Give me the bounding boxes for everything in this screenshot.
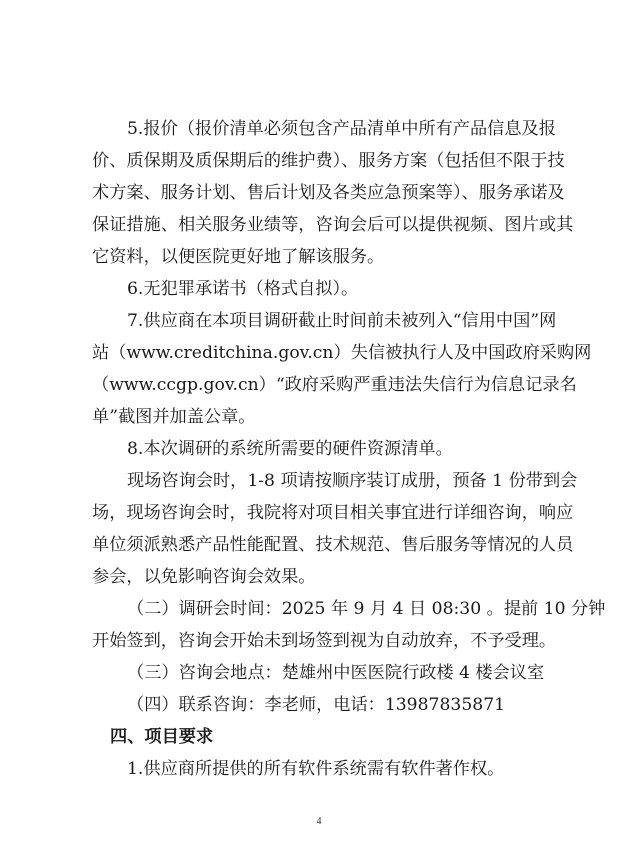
onsite-paragraph-line-4: 参会，以免影响咨询会效果。 — [92, 567, 316, 587]
paragraph-7-line-2: 站（www.creditchina.gov.cn）失信被执行人及中国政府采购网 — [92, 343, 592, 363]
paragraph-5-line-3: 术方案、服务计划、售后计划及各类应急预案等）、服务承诺及 — [92, 183, 565, 203]
paragraph-5-line-1: 5.报价（报价清单必须包含产品清单中所有产品信息及报 — [127, 119, 556, 139]
meeting-time-line-2: 开始签到，咨询会开始未到场签到视为自动放弃，不予受理。 — [92, 631, 557, 651]
paragraph-7-line-3: （www.ccgp.gov.cn）“政府采购严重违法失信行为信息记录名 — [92, 375, 577, 395]
onsite-paragraph-line-2: 场，现场咨询会时，我院将对项目相关事宜进行详细咨询，响应 — [92, 503, 574, 523]
meeting-location: （三）咨询会地点：楚雄州中医医院行政楼 4 楼会议室 — [127, 663, 545, 683]
paragraph-7-line-4: 单”截图并加盖公章。 — [92, 407, 256, 427]
paragraph-5-line-4: 保证措施、相关服务业绩等，咨询会后可以提供视频、图片或其 — [92, 215, 574, 235]
onsite-paragraph-line-1: 现场咨询会时，1-8 项请按顺序装订成册，预备 1 份带到会 — [127, 471, 578, 491]
section-heading-project-requirements: 四、项目要求 — [110, 727, 214, 747]
meeting-time-line-1: （二）调研会时间：2025 年 9 月 4 日 08:30 。提前 10 分钟 — [127, 599, 606, 619]
paragraph-8: 8.本次调研的系统所需要的硬件资源清单。 — [127, 439, 453, 459]
page-number: 4 — [316, 816, 322, 827]
paragraph-6: 6.无犯罪承诺书（格式自拟）。 — [127, 279, 359, 299]
requirement-1: 1.供应商所提供的所有软件系统需有软件著作权。 — [127, 759, 505, 779]
paragraph-7-line-1: 7.供应商在本项目调研截止时间前未被列入“信用中国”网 — [127, 311, 557, 331]
paragraph-5-line-5: 它资料，以便医院更好地了解该服务。 — [92, 247, 385, 267]
paragraph-5-line-2: 价、质保期及质保期后的维护费）、服务方案（包括但不限于技 — [92, 151, 565, 171]
contact-info: （四）联系咨询：李老师，电话：13987835871 — [127, 695, 506, 715]
onsite-paragraph-line-3: 单位须派熟悉产品性能配置、技术规范、售后服务等情况的人员 — [92, 535, 574, 555]
